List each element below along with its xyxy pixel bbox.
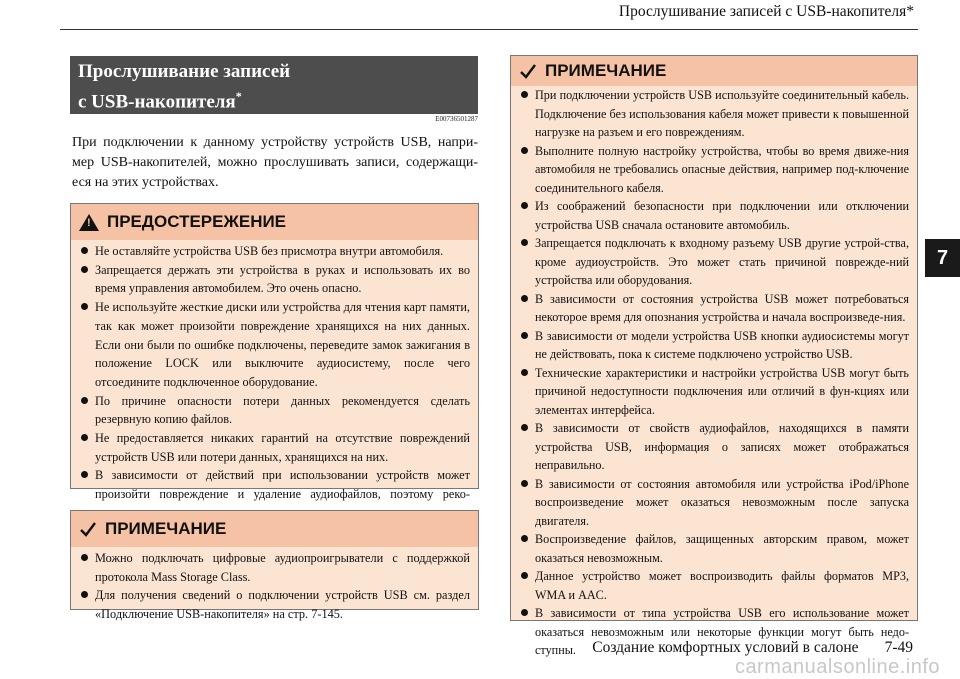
bullet-icon [521, 147, 528, 154]
section-title-box [70, 56, 478, 114]
note-left-title: ПРИМЕЧАНИЕ [105, 519, 227, 538]
list-item: В зависимости от состояния устройства USB может потребоваться некоторое время для опознания устройства и начала воспроизведе-ния. [519, 290, 909, 327]
bullet-icon [521, 572, 528, 579]
bullet-icon [521, 480, 528, 487]
note-right-list [519, 86, 909, 660]
section-title-mark: * [235, 89, 242, 103]
list-item: Не оставляйте устройства USB без присмотра внутри автомобиля. [79, 242, 470, 261]
caution-title: ПРЕДОСТЕРЕЖЕНИЕ [107, 212, 287, 231]
bullet-icon [521, 369, 528, 376]
section-title-line2-text: с USB-накопителя [78, 91, 236, 113]
header-rule [60, 29, 918, 30]
list-item: В зависимости от состояния автомобиля или устройства iPod/iPhone воспроизведение может оказаться невозможным после запуска двигателя. [519, 475, 909, 531]
note-left-header [71, 511, 478, 547]
list-item: В зависимости от свойств аудиофайлов, находящихся в памяти устройства USB, информация о записях может отображаться неправильно. [519, 419, 909, 475]
note-left-list [79, 549, 470, 624]
section-title-line1: Прослушивание записей [78, 61, 291, 82]
list-item: Запрещается держать эти устройства в руках и использовать их во время управления автомобилем. Это очень опасно. [79, 261, 470, 298]
bullet-icon [521, 332, 528, 339]
list-item: Воспроизведение файлов, защищенных авторским правом, может оказаться невозможным. [519, 530, 909, 567]
bullet-icon [81, 471, 88, 478]
bullet-icon [81, 266, 88, 273]
running-header: Прослушивание записей с USB-накопителя* [618, 3, 914, 20]
watermark: carmanualsonline.info [734, 656, 940, 678]
list-item: Данное устройство может воспроизводить файлы форматов MP3, WMA и AAC. [519, 567, 909, 604]
list-item: Запрещается подключать к входному разъему USB другие устрой-ства, кроме аудиоустройств. Это может стать причиной поврежде-ний устройства или оборудования. [519, 234, 909, 290]
bullet-icon [521, 202, 528, 209]
footer-section: Создание комфортных условий в салоне [592, 639, 859, 656]
bullet-icon [81, 303, 88, 310]
list-item: Не используйте жесткие диски или устройства для чтения карт памяти, так как может произойти повреждение хранящихся на них данных. Если они были по ошибке подключены, переведите замок зажигания в положение LOCK или выключите аудиосистему, после чего отсоедините подключенное оборудование. [79, 298, 470, 392]
list-item: Выполните полную настройку устройства, чтобы во время движе-ния автомобиля не требовались опасные действия, например под-ключение соединительного кабеля. [519, 142, 909, 198]
list-item: Технические характеристики и настройки устройства USB могут быть причиной недоступности подключения или отличий в фун-кциях или элементах интерфейса. [519, 364, 909, 420]
bullet-icon [521, 424, 528, 431]
bullet-icon [81, 591, 88, 598]
caution-box [70, 203, 479, 502]
bullet-icon [521, 239, 528, 246]
list-item: Для получения сведений о подключении устройств USB см. раздел «Подключение USB-накопителя» на стр. 7-145. [79, 586, 470, 623]
bullet-icon [521, 295, 528, 302]
bullet-icon [521, 535, 528, 542]
list-item: В зависимости от типа устройства USB его использование может оказаться невозможным или некоторые функции могут быть недо-ступны. [519, 604, 909, 660]
section-title-line2 [78, 84, 478, 114]
list-item: Можно подключать цифровые аудиопроигрыватели с поддержкой протокола Mass Storage Class. [79, 549, 470, 586]
list-item: Из соображений безопасности при подключении или отключении устройства USB сначала остановите автомобиль. [519, 197, 909, 234]
list-item: При подключении устройств USB используйте соединительный кабель. Подключение без использования кабеля может привести к повышенной нагрузке на разъем и его повреждениям. [519, 86, 909, 142]
warning-triangle-icon [79, 214, 99, 231]
bullet-icon [81, 247, 88, 254]
list-item: По причине опасности потери данных рекомендуется сделать резервную копию файлов. [79, 392, 470, 429]
section-code: E00736501287 [435, 115, 478, 123]
list-item: Не предоставляется никаких гарантий на отсутствие повреждений устройств USB или потери данных, хранящихся на них. [79, 429, 470, 466]
intro-paragraph: При подключении к данному устройству устройств USB, напри-мер USB-накопителей, можно прослушивать записи, содержащи-еся на этих устройствах. [72, 135, 478, 190]
list-item: В зависимости от действий при использовании устройств может произойти повреждение и удаление аудиофайлов, поэтому реко- [79, 466, 470, 522]
list-item: В зависимости от модели устройства USB кнопки аудиосистемы могут не действовать, пока к системе подключено устройство USB. [519, 327, 909, 364]
bullet-icon [81, 434, 88, 441]
bullet-icon [521, 609, 528, 616]
bullet-icon [81, 554, 88, 561]
note-right-title: ПРИМЕЧАНИЕ [545, 61, 667, 80]
bullet-icon [521, 91, 528, 98]
note-right-header [511, 56, 917, 86]
page-footer [592, 639, 913, 657]
caution-list [79, 242, 470, 523]
page-number: 7-49 [884, 639, 913, 656]
note-box-left [70, 510, 479, 622]
caution-header [71, 204, 478, 240]
note-check-icon [519, 62, 537, 80]
bullet-icon [81, 397, 88, 404]
chapter-tab: 7 [925, 239, 960, 277]
note-check-icon [79, 520, 97, 538]
